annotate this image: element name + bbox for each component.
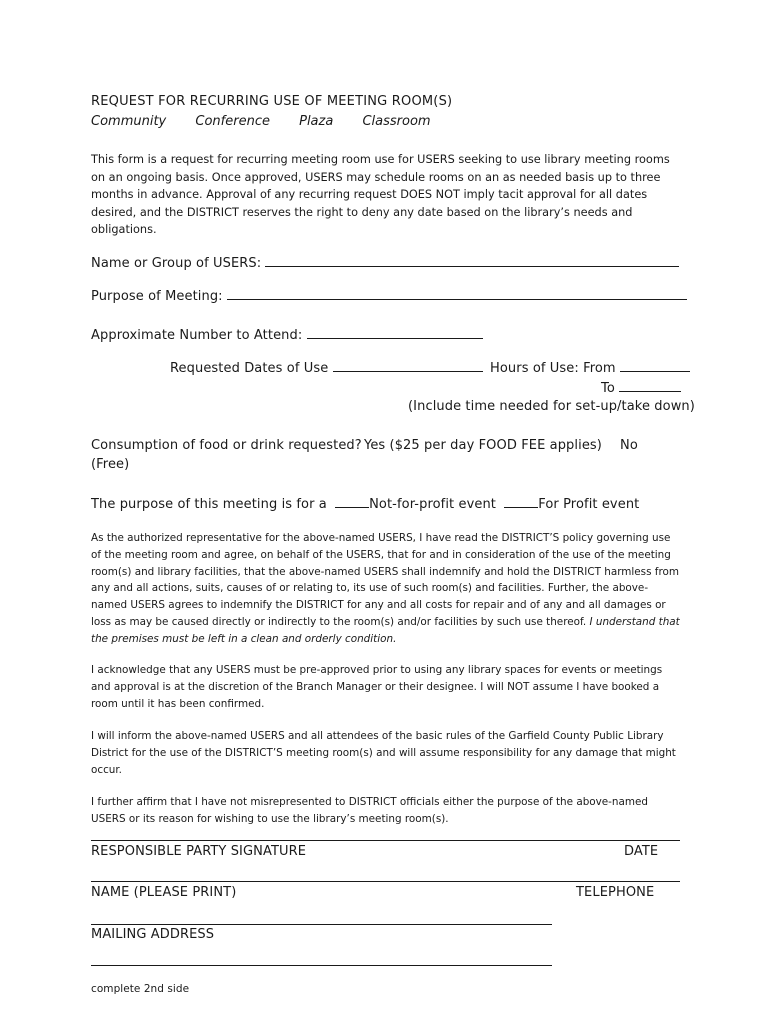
profit-checkbox-line[interactable] <box>504 496 538 508</box>
purpose-label: Purpose of Meeting: <box>91 289 223 304</box>
attendance-label: Approximate Number to Attend: <box>91 328 303 343</box>
intro-paragraph: This form is a request for recurring meeting room use for USERS seeking to use library meeting rooms on an ongoing basis. Once approved, USERS may schedule rooms on an as needed basis up to three months in advance. Approval of any recurring request DOES NOT imply tacit approval for all dates desired, and the DISTRICT reserves the right to deny any date based on the library’s needs and obligations. <box>91 153 670 236</box>
acknowledge-paragraph: I acknowledge that any USERS must be pre-approved prior to using any library spaces for events or meetings and approval is at the discretion of the Branch Manager or their designee. I will NOT assume I have booked a room until it has been confirmed. <box>91 664 663 710</box>
footer-note: complete 2nd side <box>91 983 190 995</box>
purpose-type-row <box>91 496 639 512</box>
inform-paragraph: I will inform the above-named USERS and all attendees of the basic rules of the Garfield County Public Library District for the use of the DISTRICT’S meeting room(s) and will assume responsibility for any damage that might occur. <box>91 730 676 776</box>
agreement-paragraph <box>91 530 683 648</box>
date-label: DATE <box>624 844 659 859</box>
room-option-classroom: Classroom <box>362 114 431 129</box>
address-line-2[interactable] <box>91 965 552 966</box>
food-question: Consumption of food or drink requested? <box>91 438 362 453</box>
room-option-community: Community <box>91 114 167 129</box>
room-options <box>91 114 456 129</box>
hours-to-row <box>601 380 681 396</box>
purpose-type-prefix: The purpose of this meeting is for a <box>91 497 327 512</box>
telephone-label: TELEPHONE <box>576 885 655 900</box>
setup-note: (Include time needed for set-up/take down) <box>408 399 695 414</box>
attendance-input-line[interactable] <box>307 327 483 339</box>
dates-input-line[interactable] <box>333 360 483 372</box>
room-option-plaza: Plaza <box>299 114 334 129</box>
hours-from-row <box>490 360 690 376</box>
food-free-note: (Free) <box>91 457 130 472</box>
form-title: REQUEST FOR RECURRING USE OF MEETING ROOM(S) <box>91 94 453 109</box>
room-option-conference: Conference <box>195 114 270 129</box>
agreement-text: As the authorized representative for the above-named USERS, I have read the DISTRICT’S policy governing use of the meeting room and agree, on behalf of the USERS, that for and in consideration of the use of the meeting room(s) and library facilities, that the above-named USERS shall indemnify and hold the DISTRICT harmless from any and all actions, suits, causes of or relating to, its use of such room(s) and facilities. Further, the above-named USERS agrees to indemnify the DISTRICT for any and all costs for repair and of any and all damages or loss as may be caused directly or indirectly to the room(s) and/or facilities by such use thereof. <box>91 532 679 628</box>
signature-line[interactable] <box>91 840 680 841</box>
hours-from-input-line[interactable] <box>620 360 690 372</box>
profit-label: For Profit event <box>538 497 640 512</box>
address-label: MAILING ADDRESS <box>91 927 215 942</box>
food-yes-option[interactable]: Yes ($25 per day FOOD FEE applies) <box>364 438 602 453</box>
name-field-row <box>91 255 679 271</box>
nonprofit-label: Not-for-profit event <box>369 497 497 512</box>
hours-from-label: Hours of Use: From <box>490 361 616 376</box>
name-input-line[interactable] <box>265 255 679 267</box>
agreement-italic-text: I understand that the premises must be left in a clean and orderly condition. <box>91 615 680 645</box>
purpose-field-row <box>91 288 687 304</box>
dates-field-row <box>170 360 483 376</box>
attendance-field-row <box>91 327 483 343</box>
address-line[interactable] <box>91 924 552 925</box>
purpose-input-line[interactable] <box>227 288 687 300</box>
hours-to-input-line[interactable] <box>619 380 681 392</box>
dates-label: Requested Dates of Use <box>170 361 329 376</box>
signature-label: RESPONSIBLE PARTY SIGNATURE <box>91 844 307 859</box>
print-name-label: NAME (PLEASE PRINT) <box>91 885 237 900</box>
name-label: Name or Group of USERS: <box>91 256 262 271</box>
hours-to-label: To <box>601 381 615 396</box>
nonprofit-checkbox-line[interactable] <box>335 496 369 508</box>
food-no-option[interactable]: No <box>620 438 638 453</box>
print-name-line[interactable] <box>91 881 680 882</box>
affirm-paragraph: I further affirm that I have not misrepresented to DISTRICT officials either the purpose of the above-named USERS or its reason for wishing to use the library’s meeting room(s). <box>91 796 648 825</box>
